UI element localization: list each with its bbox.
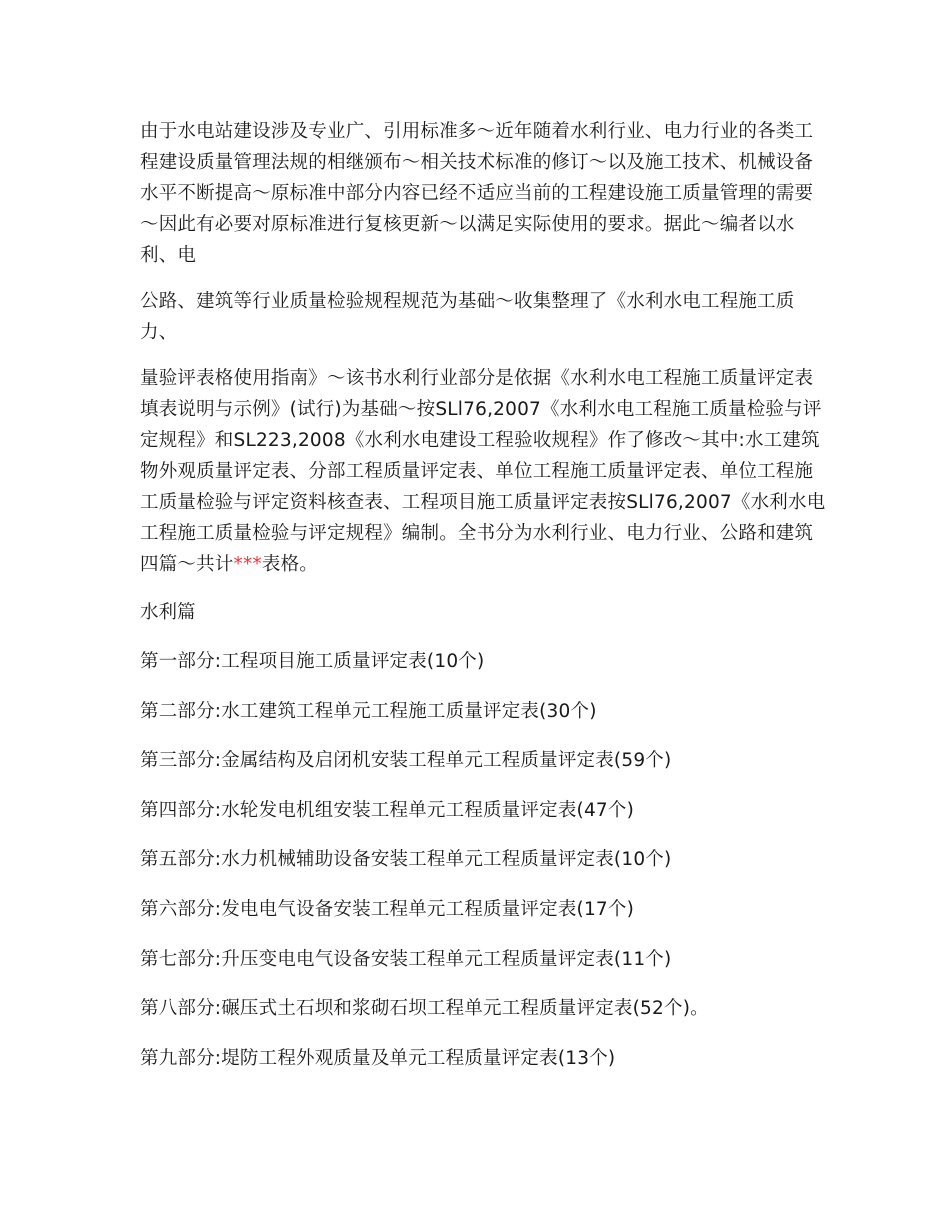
list-item: 第四部分:水轮发电机组安装工程单元工程质量评定表(47个) xyxy=(140,799,635,821)
parts-list xyxy=(140,646,830,1074)
document-page xyxy=(140,116,830,1092)
section-title: 水利篇 xyxy=(140,602,196,623)
paragraph-guide-description xyxy=(140,363,830,580)
list-item: 第一部分:工程项目施工质量评定表(10个) xyxy=(140,651,485,672)
list-item: 第八部分:碾压式土石坝和浆砌石坝工程单元工程质量评定表(52个)。 xyxy=(140,998,709,1020)
list-item: 第六部分:发电电气设备安装工程单元工程质量评定表(17个) xyxy=(140,898,635,920)
redacted-count: *** xyxy=(233,554,262,575)
list-item: 第九部分:堤防工程外观质量及单元工程质量评定表(13个) xyxy=(140,1047,616,1069)
paragraph-intro: 由于水电站建设涉及专业广、引用标准多～近年随着水利行业、电力行业的各类工程建设质量管理法规的相继颁布～相关技术标准的修订～以及施工技术、机械设备水平不断提高～原标准中部分内容已经不适应当前的工程建设施工质量管理的需要～因此有必要对原标准进行复核更新～以满足实际使用的要求。据此～编者以水利、电 xyxy=(140,121,814,266)
paragraph-guide-text: 量验评表格使用指南》～该书水利行业部分是依据《水利水电工程施工质量评定表填表说明与示例》(试行)为基础～按SLl76,2007《水利水电工程施工质量检验与评定规程》和SL223,2008《水利水电建设工程验收规程》作了修改～其中:水工建筑物外观质量评定表、分部工程质量评定表、单位工程施工质量评定表、单位工程施工质量检验与评定资料核查表、工程项目施工质量评定表按SLl76,2007《水利水电工程施工质量检验与评定规程》编制。全书分为水利行业、电力行业、公路和建筑四篇～共计 xyxy=(140,368,826,575)
list-item: 第五部分:水力机械辅助设备安装工程单元工程质量评定表(10个) xyxy=(140,849,672,871)
list-item: 第三部分:金属结构及启闭机安装工程单元工程质量评定表(59个) xyxy=(140,750,672,772)
paragraph-continuation: 公路、建筑等行业质量检验规程规范为基础～收集整理了《水利水电工程施工质力、 xyxy=(140,291,795,343)
paragraph-guide-tail: 表格。 xyxy=(261,554,318,575)
list-item: 第二部分:水工建筑工程单元工程施工质量评定表(30个) xyxy=(140,700,597,722)
list-item: 第七部分:升压变电电气设备安装工程单元工程质量评定表(11个) xyxy=(140,948,672,970)
